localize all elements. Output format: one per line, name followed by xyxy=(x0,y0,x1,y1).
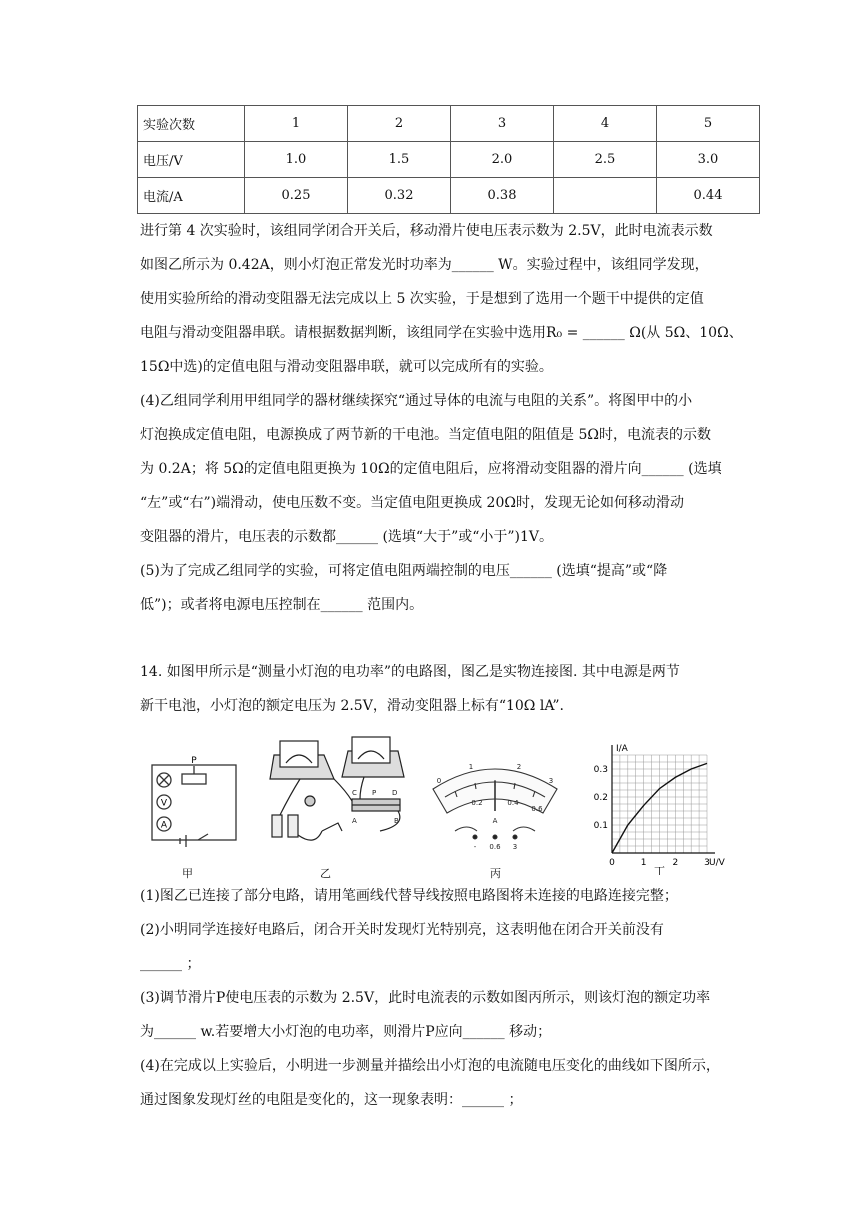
y-tick-label: 0.2 xyxy=(593,793,608,803)
table-row xyxy=(138,106,760,142)
terminal-label: - xyxy=(473,843,477,851)
text-line: 15Ω中选)的定值电阻与滑动变阻器串联，就可以完成所有的实验。 xyxy=(140,359,553,375)
dial-unit: A xyxy=(492,817,498,825)
dial-tick: 0.4 xyxy=(507,799,519,807)
table-cell: 1.5 xyxy=(348,142,451,178)
svg-text:A: A xyxy=(160,820,168,831)
text-line: 使用实验所给的滑动变阻器无法完成以上 5 次实验，于是想到了选用一个题干中提供的定值 xyxy=(140,291,704,307)
text-line: 如图乙所示为 0.42A，则小灯泡正常发光时功率为______ W。实验过程中，该组同学发现， xyxy=(140,257,709,273)
y-tick-label: 0.1 xyxy=(593,821,608,831)
question-14-parts xyxy=(140,887,765,1125)
question-13-continued xyxy=(140,222,765,630)
text-line: (1)图乙已连接了部分电路，请用笔画线代替导线按照电路图将未连接的电路连接完整； xyxy=(140,888,678,904)
figure-caption-jia: 甲 xyxy=(182,867,193,880)
svg-text:C: C xyxy=(352,789,357,797)
svg-text:V: V xyxy=(160,798,168,809)
table-cell: 4 xyxy=(554,106,657,142)
text-line: 电阻与滑动变阻器串联。请根据数据判断，该组同学在实验中选用R₀ = ______ Ω(从 5Ω、10Ω、 xyxy=(140,325,743,341)
figure-caption-bing: 丙 xyxy=(490,867,501,880)
terminal-label: 0.6 xyxy=(489,843,501,851)
figures-row xyxy=(140,735,765,880)
iv-graph xyxy=(580,735,730,875)
circuit-diagram xyxy=(140,750,250,860)
text-line: (3)调节滑片P使电压表的示数为 2.5V，此时电流表的示数如图丙所示，则该灯泡的额定功率 xyxy=(140,990,711,1006)
text-line: 进行第 4 次实验时，该组同学闭合开关后，移动滑片使电压表示数为 2.5V，此时电流表示数 xyxy=(140,223,713,239)
x-tick-label: 2 xyxy=(672,858,679,868)
table-cell: 电压/V xyxy=(138,142,245,178)
text-line: 灯泡换成定值电阻，电源换成了两节新的干电池。当定值电阻的阻值是 5Ω时，电流表的示数 xyxy=(140,427,711,443)
table-cell xyxy=(554,178,657,214)
table-cell: 2.5 xyxy=(554,142,657,178)
figure-caption-yi: 乙 xyxy=(320,867,331,880)
table-cell: 0.44 xyxy=(657,178,760,214)
y-axis-label: I/A xyxy=(616,744,628,754)
table-cell: 0.38 xyxy=(451,178,554,214)
figure-caption-ding: 丁 xyxy=(654,865,665,875)
table-cell: 0.25 xyxy=(245,178,348,214)
y-tick-label: 0.3 xyxy=(593,765,608,775)
table-row xyxy=(138,178,760,214)
text-line: 通过图象发现灯丝的电阻是变化的，这一现象表明：______ ； xyxy=(140,1092,523,1108)
table-cell: 1.0 xyxy=(245,142,348,178)
dial-tick: 0.2 xyxy=(471,799,483,807)
svg-text:A: A xyxy=(352,817,357,825)
wiring-illustration xyxy=(260,735,410,865)
text-line: 为 0.2A；将 5Ω的定值电阻更换为 10Ω的定值电阻后，应将滑动变阻器的滑片向______ (选填 xyxy=(140,461,722,477)
svg-text:D: D xyxy=(392,789,398,797)
text-line: “左”或“右”)端滑动，使电压数不变。当定值电阻更换成 20Ω时，发现无论如何移动滑动 xyxy=(140,495,684,511)
dial-tick: 2 xyxy=(516,763,522,771)
table-cell: 实验次数 xyxy=(138,106,245,142)
table-row xyxy=(138,142,760,178)
dial-tick: 0 xyxy=(436,777,442,785)
table-cell: 3 xyxy=(451,106,554,142)
table-cell: 2.0 xyxy=(451,142,554,178)
svg-text:P: P xyxy=(191,756,197,766)
table-cell: 2 xyxy=(348,106,451,142)
table-cell: 3.0 xyxy=(657,142,760,178)
text-line: 新干电池，小灯泡的额定电压为 2.5V，滑动变阻器上标有“10Ω lA”. xyxy=(140,698,564,714)
table-cell: 1 xyxy=(245,106,348,142)
svg-text:P: P xyxy=(372,789,377,797)
dial-tick: 1 xyxy=(468,763,474,771)
question-14-intro xyxy=(140,663,765,731)
text-line: 为______ w.若要增大小灯泡的电功率，则滑片P应向______ 移动； xyxy=(140,1024,552,1040)
ammeter-dial xyxy=(425,753,565,863)
text-line: (4)在完成以上实验后，小明进一步测量并描绘出小灯泡的电流随电压变化的曲线如下图所示， xyxy=(140,1058,720,1074)
text-line: 14. 如图甲所示是“测量小灯泡的电功率”的电路图，图乙是实物连接图. 其中电源是两节 xyxy=(140,664,680,680)
terminal-label: 3 xyxy=(512,843,518,851)
x-tick-label: 1 xyxy=(640,858,647,868)
text-line: ______ ； xyxy=(140,956,201,972)
table-cell: 5 xyxy=(657,106,760,142)
text-line: (5)为了完成乙组同学的实验，可将定值电阻两端控制的电压______ (选填“提高”或“降 xyxy=(140,563,668,579)
dial-tick: 0.6 xyxy=(531,805,543,813)
text-line: (2)小明同学连接好电路后，闭合开关时发现灯光特别亮，这表明他在闭合开关前没有 xyxy=(140,922,664,938)
dial-tick: 3 xyxy=(548,777,554,785)
x-tick-label: 0 xyxy=(609,858,615,868)
x-axis-label: U/V xyxy=(709,858,725,868)
text-line: (4)乙组同学利用甲组同学的器材继续探究“通过导体的电流与电阻的关系”。将图甲中的小 xyxy=(140,393,693,409)
text-line: 低”)；或者将电源电压控制在______ 范围内。 xyxy=(140,597,424,613)
x-tick-label: 3 xyxy=(704,858,710,868)
text-line: 变阻器的滑片，电压表的示数都______ (选填“大于”或“小于”)1V。 xyxy=(140,529,554,545)
table-cell: 电流/A xyxy=(138,178,245,214)
svg-text:B: B xyxy=(394,817,399,825)
table-cell: 0.32 xyxy=(348,178,451,214)
experiment-table xyxy=(137,105,760,214)
